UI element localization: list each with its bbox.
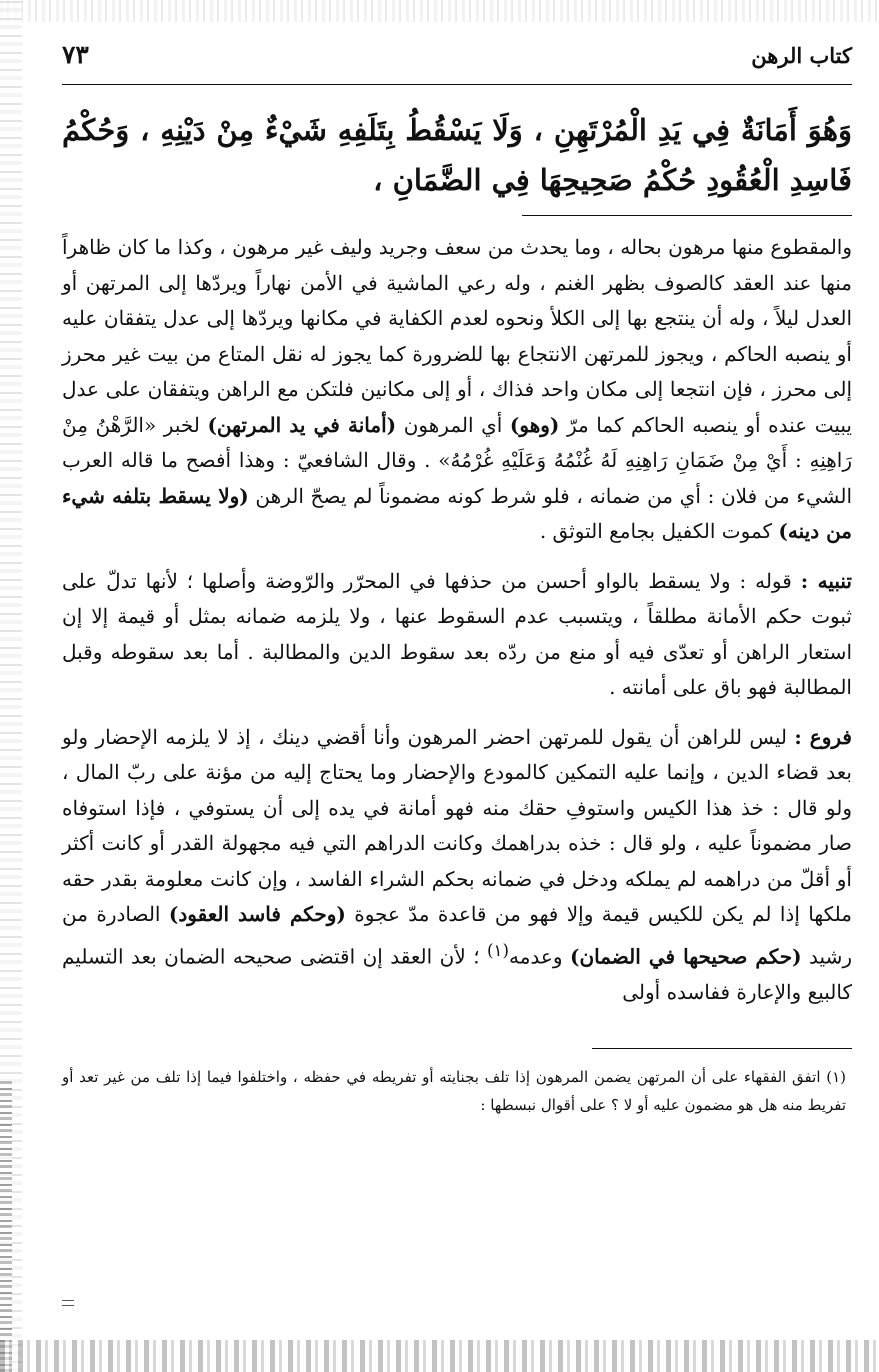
- footnote: (١) اتفق الفقهاء على أن المرتهن يضمن المرهون إذا تلف بجنايته أو تفريطه في حفظه ، واختلفوا فيما إذا تلف من غير تعد أو تفريط منه هل هو مضمون عليه أو لا ؟ على أقوال نبسطها :: [62, 1068, 846, 1115]
- section-label: فروع :: [794, 724, 852, 749]
- text-run: قوله : ولا يسقط بالواو أحسن من حذفها في المحرّر والرّوضة وأصلها ؛ لأنها تدلّ على ثبوت حكم الأمانة مطلقاً ، ويتسبب عدم السقوط عنها ، ولا يلزمه ضمانه بمثل أو قيمة إلا إن استعار الراهن أو تعدّى فيه أو منع من ردّه بعد سقوط الدين والمطالبة . أما بعد سقوطه وقبل المطالبة فهو باق على أمانته .: [62, 568, 852, 699]
- matn-quote: (وهو): [509, 412, 560, 437]
- page-number: ٧٣: [62, 40, 89, 69]
- commentary-paragraph: [62, 564, 852, 706]
- commentary-paragraph: [62, 720, 852, 1011]
- running-header: [62, 40, 852, 85]
- text-run: أي المرهون: [396, 412, 510, 437]
- book-title: كتاب الرهن: [751, 43, 852, 68]
- matn-quote: (حكم صحيحها في الضمان): [570, 944, 802, 969]
- scan-border-top: [0, 0, 879, 22]
- text-run: كموت الكفيل بجامع التوثق .: [539, 519, 779, 543]
- matn-text: وَهُوَ أَمَانَةٌ فِي يَدِ الْمُرْتَهِنِ ، وَلَا يَسْقُطُ بِتَلَفِهِ شَيْءٌ مِنْ دَيْنِهِ ، وَحُكْمُ فَاسِدِ الْعُقُودِ حُكْمُ صَحِيحِهَا فِي الضَّمَانِ ،: [62, 113, 852, 197]
- commentary: [62, 230, 852, 1010]
- commentary-paragraph: [62, 230, 852, 550]
- section-label: تنبيه :: [800, 568, 853, 593]
- margin-mark: [62, 1300, 74, 1306]
- text-run: والمقطوع منها مرهون بحاله ، وما يحدث من سعف وجريد وليف غير مرهون ، وكذا ما كان ظاهراً منها عند العقد كالصوف بظهر الغنم ، وله رعي الماشية في الأمن نهاراً ويردّها إلى المرتهن أو العدل ليلاً ، وله أن ينتجع بها إلى الكلأ ونحوه لعدم الكفاية في مكانها ويردّها إلى عدل يتفقان عليه أو ينصبه الحاكم ، ويجوز للمرتهن الانتجاع بها للضرورة كما يجوز له نقل المتاع من بيت غير محرز إلى محرز ، فإن انتجعا إلى مكان واحد فذاك ، أو إلى مكانين فلتكن مع الراهن ويتفقان على عدل يبيت عنده أو ينصبه الحاكم كما مرّ: [62, 235, 852, 437]
- matn-quote: (أمانة في يد المرتهن): [207, 412, 397, 437]
- text-run: الصادرة من رشيد: [62, 902, 852, 969]
- footnote-marker: (١): [487, 940, 509, 960]
- scan-border-bottom: [0, 1340, 879, 1372]
- text-run: ليس للراهن أن يقول للمرتهن احضر المرهون وأنا أقضي دينك ، إذ لا يلزمه الإحضار ولو بعد قضاء الدين ، وإنما عليه التمكين كالمودع والإحضار وما يحتاج إليه من مؤنة على ربّ المال ، ولو قال : خذ هذا الكيس واستوفِ حقك منه فهو أمانة في يده إلى أن يستوفي ، فإذا استوفاه صار مضموناً عليه ، ولو قال : خذه بدراهمك وكانت الدراهم التي فيه مجهولة القدر أو كانت أكثر أو أقلّ من دراهمه لم يملكه ودخل في ضمانه بحكم الشراء الفاسد ، وإن كانت معلومة بقدر حقه ملكها إذا لم يكن للكيس قيمة وإلا فهو من قاعدة مدّ عجوة: [62, 724, 852, 926]
- matn-quote: (ولا يسقط بتلفه شيء من دينه): [62, 483, 852, 543]
- matn-separator: [522, 215, 852, 216]
- text-run: ؛ لأن العقد إن اقتضى صحيحه الضمان بعد التسليم كالبيع والإعارة ففاسده أولى: [62, 944, 852, 1004]
- text-run: لخبر «الرَّهْنُ مِنْ رَاهِنِهِ : أَيْ مِنْ ضَمَانِ رَاهِنِهِ لَهُ غُنْمُهُ وَعَلَيْهِ غُرْمُهُ» . وقال الشافعيّ : وهذا أفصح ما قاله العرب الشيء من فلان : أي من ضمانه ، فلو شرط كونه مضموناً لم يصحّ الرهن: [62, 412, 852, 508]
- footnote-separator: [592, 1048, 852, 1049]
- text-run: وعدمه: [509, 944, 570, 969]
- scan-border-left-dark: [0, 1080, 12, 1372]
- book-page: [62, 40, 852, 1330]
- matn-quote: (وحكم فاسد العقود): [168, 902, 346, 926]
